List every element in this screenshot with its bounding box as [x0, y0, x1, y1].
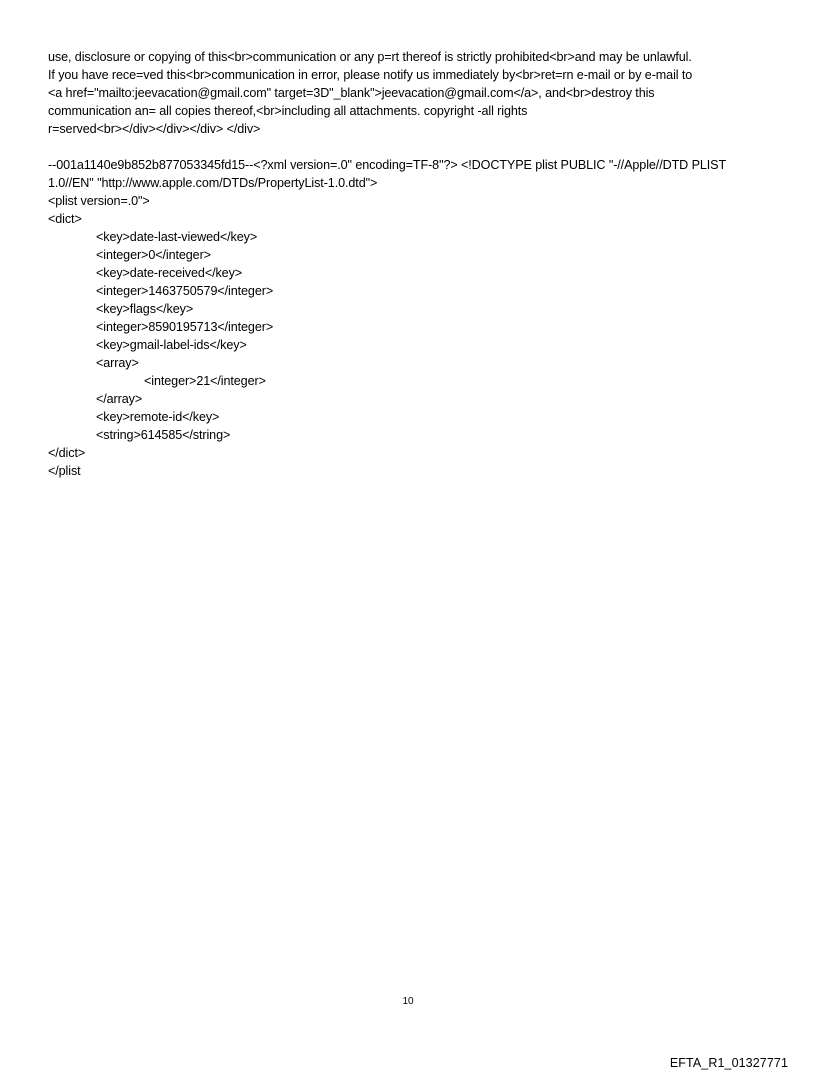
- plist-line: <key>date-last-viewed</key>: [96, 230, 258, 244]
- plist-line: <key>flags</key>: [96, 302, 194, 316]
- plist-line: <key>gmail-label-ids</key>: [96, 338, 247, 352]
- plist-line: <dict>: [48, 212, 82, 226]
- document-id: EFTA_R1_01327771: [669, 1056, 788, 1070]
- plist-line: <string>614585</string>: [96, 428, 231, 442]
- plist-line: </array>: [96, 392, 143, 406]
- plist-line: <integer>1463750579</integer>: [96, 284, 274, 298]
- plist-line: <integer>0</integer>: [96, 248, 211, 262]
- text-line: <a href="mailto:jeevacation@gmail.com" target=3D"_blank">jeevacation@gmail.com</a>, and<br>destroy this: [48, 86, 655, 100]
- blank-line: [48, 138, 778, 156]
- plist-block: [48, 192, 778, 480]
- plist-line: <integer>8590195713</integer>: [96, 320, 274, 334]
- plist-line: <key>date-received</key>: [96, 266, 243, 280]
- plist-line: <plist version=.0">: [48, 194, 150, 208]
- plist-line: <array>: [96, 356, 139, 370]
- disclaimer-paragraph: [48, 48, 778, 138]
- plist-line: </plist: [48, 464, 81, 478]
- text-line: --001a1140e9b852b877053345fd15--<?xml version=.0" encoding=TF-8"?> <!DOCTYPE plist PUBLIC "-//Apple//DTD PLIST: [48, 158, 727, 172]
- text-line: r=served<br></div></div></div> </div>: [48, 122, 261, 136]
- plist-line: <integer>21</integer>: [144, 374, 266, 388]
- text-line: If you have rece=ved this<br>communication in error, please notify us immediately by<br>ret=rn e-mail or by e-mail to: [48, 68, 693, 82]
- page-number: 10: [402, 996, 414, 1007]
- text-line: 1.0//EN" "http://www.apple.com/DTDs/PropertyList-1.0.dtd">: [48, 176, 378, 190]
- text-line: communication an= all copies thereof,<br>including all attachments. copyright -all rights: [48, 104, 528, 118]
- plist-line: <key>remote-id</key>: [96, 410, 220, 424]
- text-line: use, disclosure or copying of this<br>communication or any p=rt thereof is strictly prohibited<br>and may be unlawful.: [48, 50, 692, 64]
- mime-boundary-block: [48, 156, 778, 192]
- document-body: [48, 48, 778, 480]
- plist-line: </dict>: [48, 446, 86, 460]
